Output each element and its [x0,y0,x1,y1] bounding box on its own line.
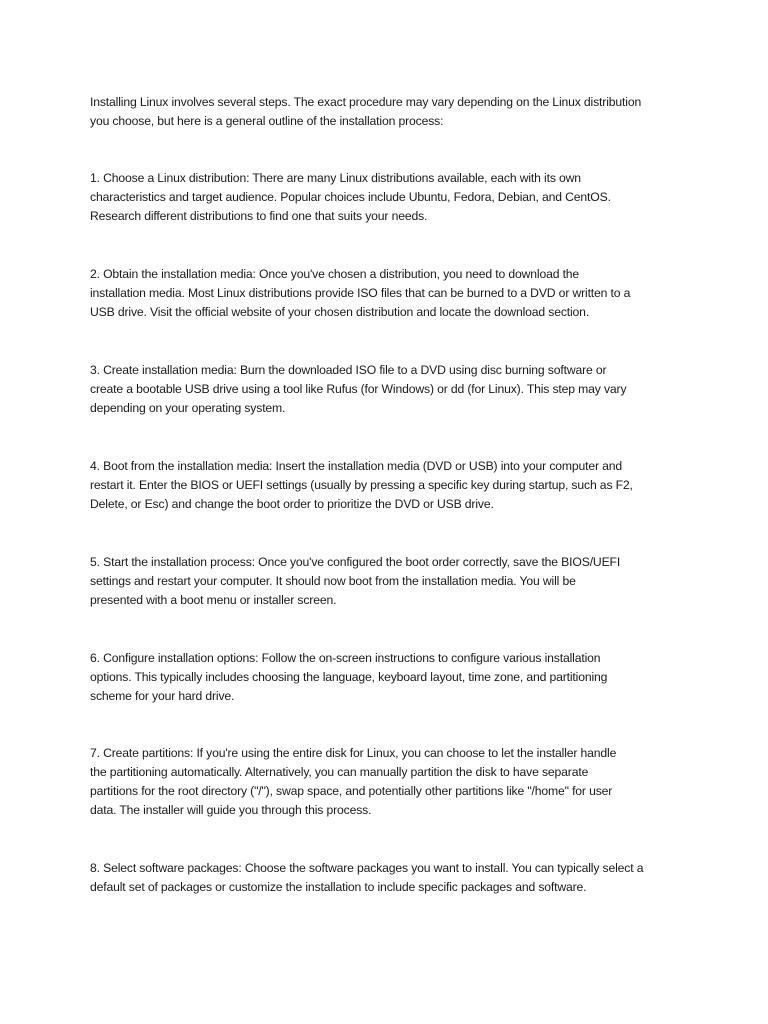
intro-paragraph: Installing Linux involves several steps. The exact procedure may vary depending on the Linux distribution you choose, but here is a general outline of the installation process: [90,95,642,128]
step-4-paragraph: 4. Boot from the installation media: Insert the installation media (DVD or USB) into your computer and restart it. Enter the BIOS or UEFI settings (usually by pressing a specific key during startup, such as F2, Delete, or Esc) and change the boot order to prioritize the DVD or USB drive. [90,459,633,511]
step-7-paragraph: 7. Create partitions: If you're using the entire disk for Linux, you can choose to let the installer handle the partitioning automatically. Alternatively, you can manually partition the disk to have separate partitions for the root directory ("/"), swap space, and potentially other partitions like "/home" for user data. The installer will guide you through this process. [90,746,617,817]
step-5-paragraph: 5. Start the installation process: Once you've configured the boot order correctly, save the BIOS/UEFI settings and restart your computer. It should now boot from the installation media. You will be presented with a boot menu or installer screen. [90,555,621,607]
step-1-paragraph: 1. Choose a Linux distribution: There are many Linux distributions available, each with its own characteristics and target audience. Popular choices include Ubuntu, Fedora, Debian, and CentOS. Research different distributions to find one that suits your needs. [90,171,611,223]
step-2-paragraph: 2. Obtain the installation media: Once you've chosen a distribution, you need to download the installation media. Most Linux distributions provide ISO files that can be burned to a DVD or written to a USB drive. Visit the official website of your chosen distribution and locate the download section. [90,267,631,319]
step-6-paragraph: 6. Configure installation options: Follow the on-screen instructions to configure various installation options. This typically includes choosing the language, keyboard layout, time zone, and partitioning scheme for your hard drive. [90,651,608,703]
step-3-paragraph: 3. Create installation media: Burn the downloaded ISO file to a DVD using disc burning software or create a bootable USB drive using a tool like Rufus (for Windows) or dd (for Linux). This step may vary depending on your operating system. [90,363,627,415]
step-8-paragraph: 8. Select software packages: Choose the software packages you want to install. You can typically select a default set of packages or customize the installation to include specific packages and software. [90,861,644,894]
